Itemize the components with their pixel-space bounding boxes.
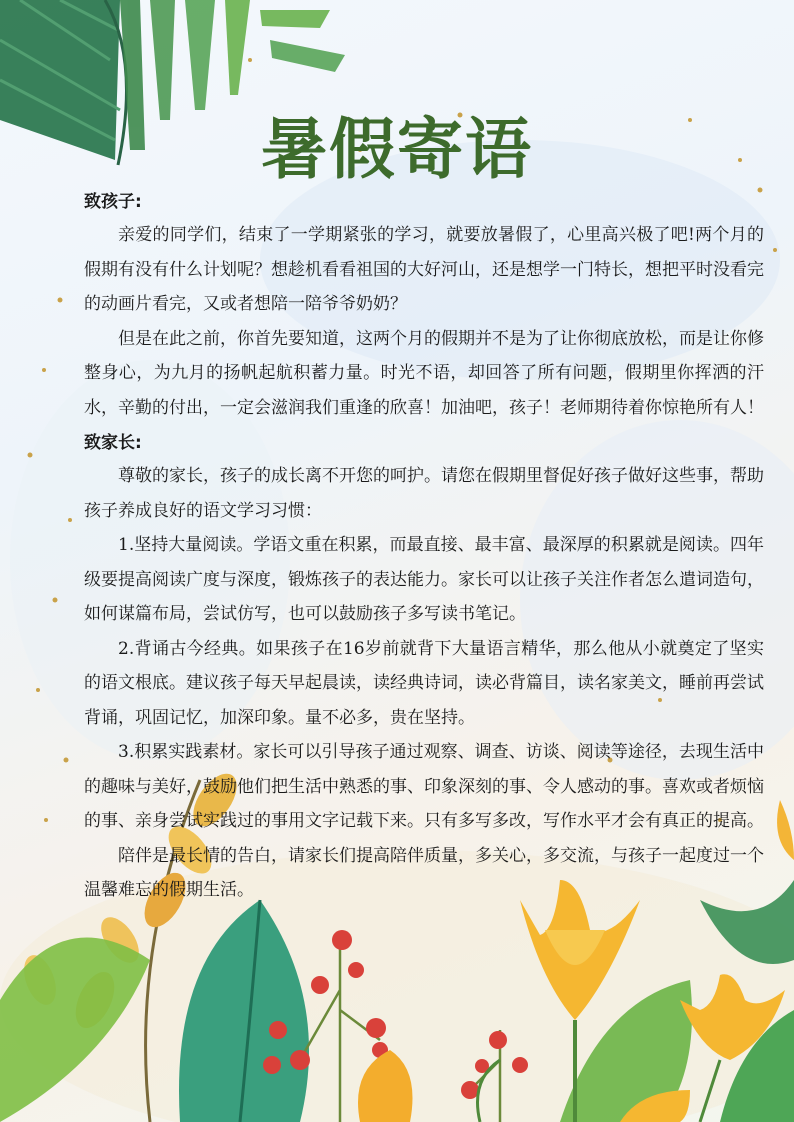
paragraph: 但是在此之前，你首先要知道，这两个月的假期并不是为了让你彻底放松，而是让你修整身心，为九月的扬帆起航积蓄力量。时光不语，却回答了所有问题，假期里你挥洒的汗水，辛勤的付出，一定会滋润我们重逢的欣喜！加油吧，孩子！老师期待着你惊艳所有人！ [84, 328, 764, 418]
paragraph: 尊敬的家长，孩子的成长离不开您的呵护。请您在假期里督促好孩子做好这些事，帮助孩子养成良好的语文学习习惯： [84, 466, 764, 521]
paragraph: 陪伴是最长情的告白，请家长们提高陪伴质量，多关心，多交流，与孩子一起度过一个温馨难忘的假期生活。 [84, 845, 764, 900]
paragraph: 2.背诵古今经典。如果孩子在16岁前就背下大量语言精华，那么他从小就奠定了坚实的语文根底。建议孩子每天早起晨读，读经典诗词，读必背篇目，读名家美文，睡前再尝试背诵，巩固记忆，加深印象。量不必多，贵在坚持。 [84, 638, 764, 728]
paragraph: 1.坚持大量阅读。学语文重在积累，而最直接、最丰富、最深厚的积累就是阅读。四年级要提高阅读广度与深度，锻炼孩子的表达能力。家长可以让孩子关注作者怎么遣词造句，如何谋篇布局，尝试仿写，也可以鼓励孩子多写读书笔记。 [84, 535, 764, 624]
section-heading-to-parents: 致家长: [84, 433, 142, 453]
page-title: 暑假寄语 [261, 111, 533, 188]
paragraph: 亲爱的同学们，结束了一学期紧张的学习，就要放暑假了，心里高兴极了吧!两个月的假期有没有什么计划呢？想趁机看看祖国的大好河山，还是想学一门特长，想把平时没看完的动画片看完，又或者想陪一陪爷爷奶奶？ [84, 225, 764, 314]
paragraph: 3.积累实践素材。家长可以引导孩子通过观察、调查、访谈、阅读等途径，去现生活中的趣味与美好，鼓励他们把生活中熟悉的事、印象深刻的事、令人感动的事。喜欢或者烦恼的事、亲身尝试实践过的事用文字记载下来。只有多写多改，写作水平才会有真正的提高。 [84, 742, 764, 831]
letter-body [84, 186, 764, 908]
section-heading-to-children: 致孩子: [84, 192, 142, 212]
